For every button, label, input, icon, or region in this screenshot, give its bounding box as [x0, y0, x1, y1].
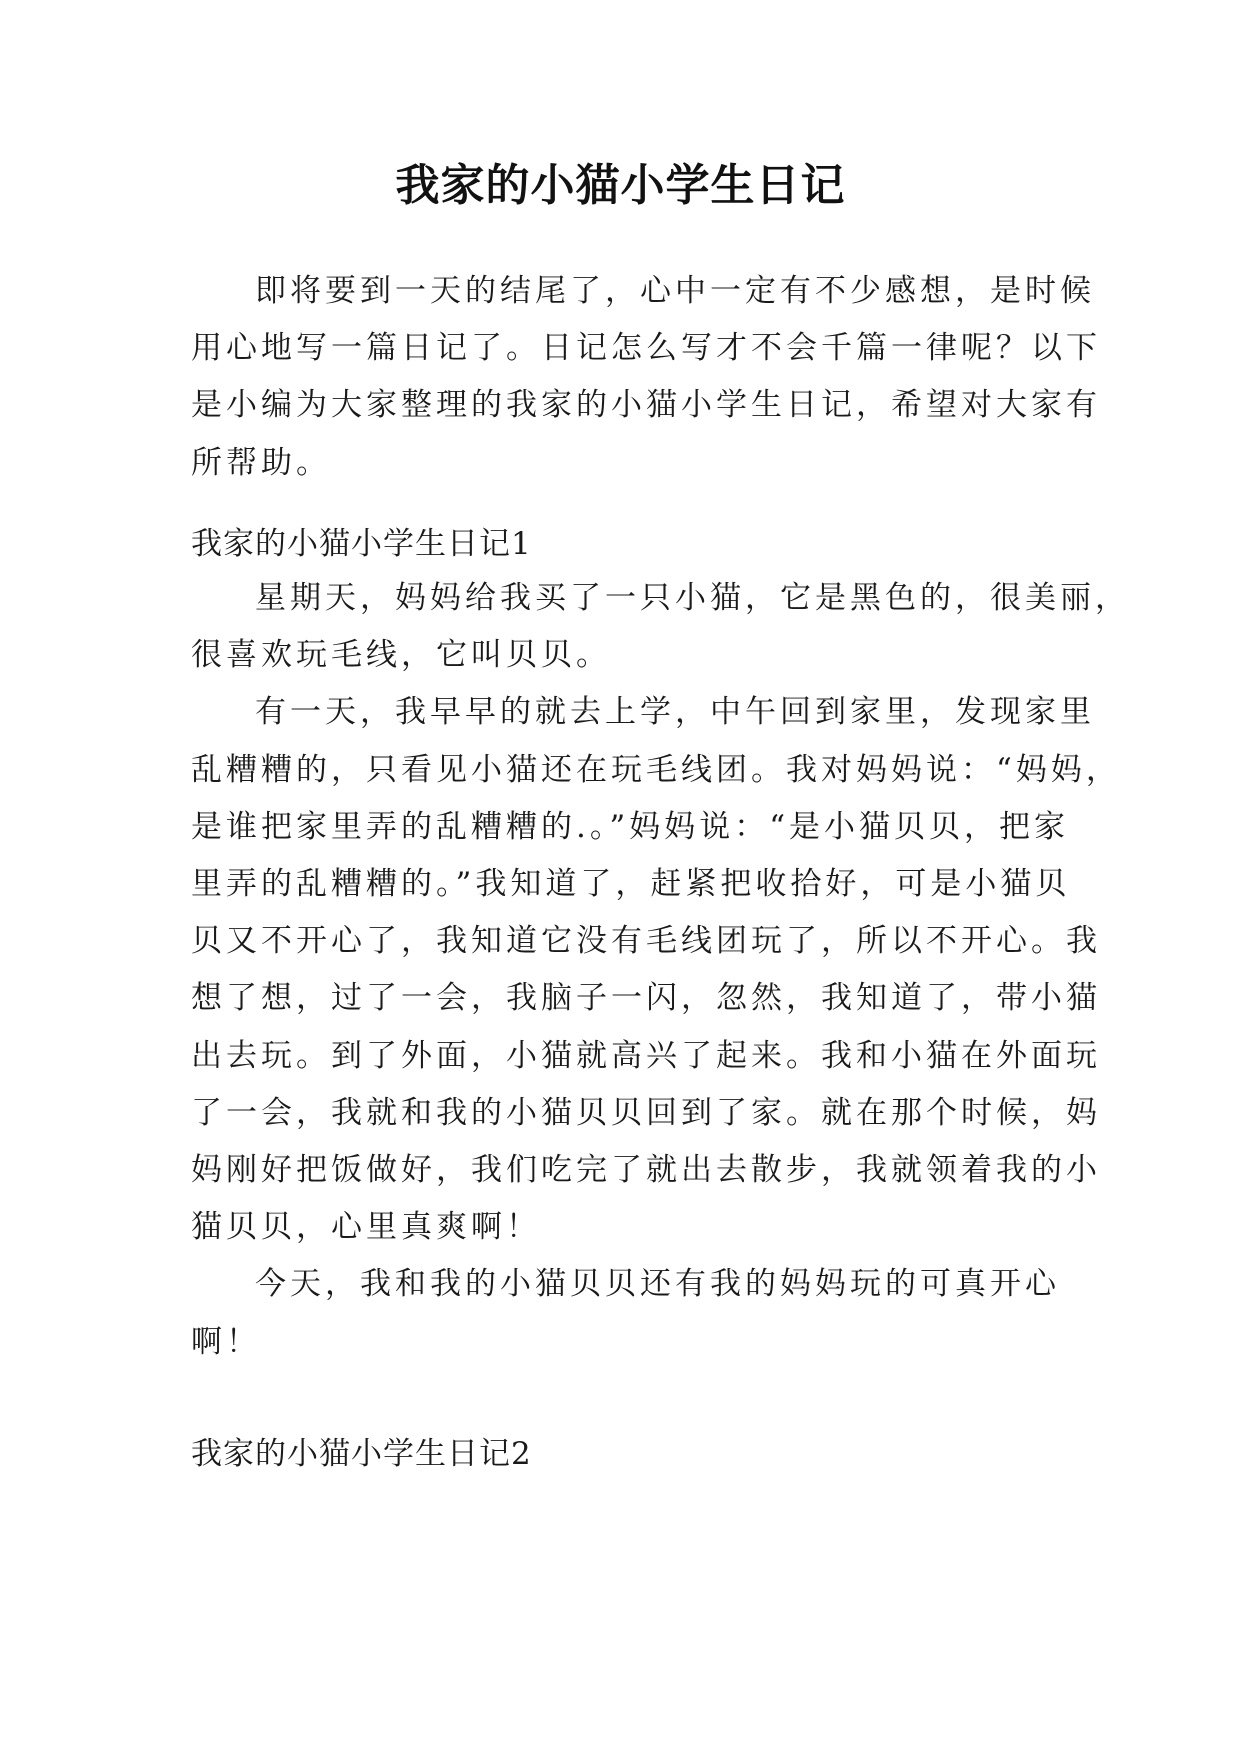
intro-paragraph: [191, 263, 1101, 492]
paragraph-line: 想了想，过了一会，我脑子一闪，忽然，我知道了，带小猫: [191, 980, 1101, 1017]
section-heading-2: 我家的小猫小学生日记2: [191, 1436, 532, 1472]
intro-line: 是小编为大家整理的我家的小猫小学生日记，希望对大家有: [191, 387, 1101, 424]
paragraph-line: 很喜欢玩毛线，它叫贝贝。: [191, 637, 611, 674]
paragraph-line: 是谁把家里弄的乱糟糟的.。”妈妈说：“是小猫贝贝，把家: [191, 808, 1070, 845]
paragraph-line: 今天，我和我的小猫贝贝还有我的妈妈玩的可真开心: [255, 1266, 1060, 1303]
paragraph-line: 里弄的乱糟糟的。”我知道了，赶紧把收拾好，可是小猫贝: [191, 866, 1071, 903]
paragraph-line: 了一会，我就和我的小猫贝贝回到了家。就在那个时候，妈: [191, 1094, 1101, 1131]
paragraph-line: 出去玩。到了外面，小猫就高兴了起来。我和小猫在外面玩: [191, 1037, 1101, 1074]
intro-line: 即将要到一天的结尾了，心中一定有不少感想，是时候: [255, 273, 1095, 309]
paragraph-line: 星期天，妈妈给我买了一只小猫，它是黑色的，很美丽，: [255, 580, 1130, 616]
paragraph-line: 有一天，我早早的就去上学，中午回到家里，发现家里: [255, 694, 1095, 731]
section-heading-1: 我家的小猫小学生日记1: [191, 526, 532, 562]
paragraph-line: 乱糟糟的，只看见小猫还在玩毛线团。我对妈妈说：“妈妈，: [191, 751, 1121, 788]
section-1-body: [191, 570, 1130, 1371]
paragraph-line: 贝又不开心了，我知道它没有毛线团玩了，所以不开心。我: [191, 923, 1101, 960]
intro-line: 所帮助。: [191, 444, 331, 481]
paragraph-line: 啊！: [191, 1323, 261, 1360]
document-title: 我家的小猫小学生日记: [395, 160, 846, 211]
paragraph-line: 猫贝贝，心里真爽啊！: [191, 1209, 541, 1246]
intro-line: 用心地写一篇日记了。日记怎么写才不会千篇一律呢？以下: [191, 330, 1101, 367]
paragraph-line: 妈刚好把饭做好，我们吃完了就出去散步，我就领着我的小: [191, 1152, 1101, 1189]
